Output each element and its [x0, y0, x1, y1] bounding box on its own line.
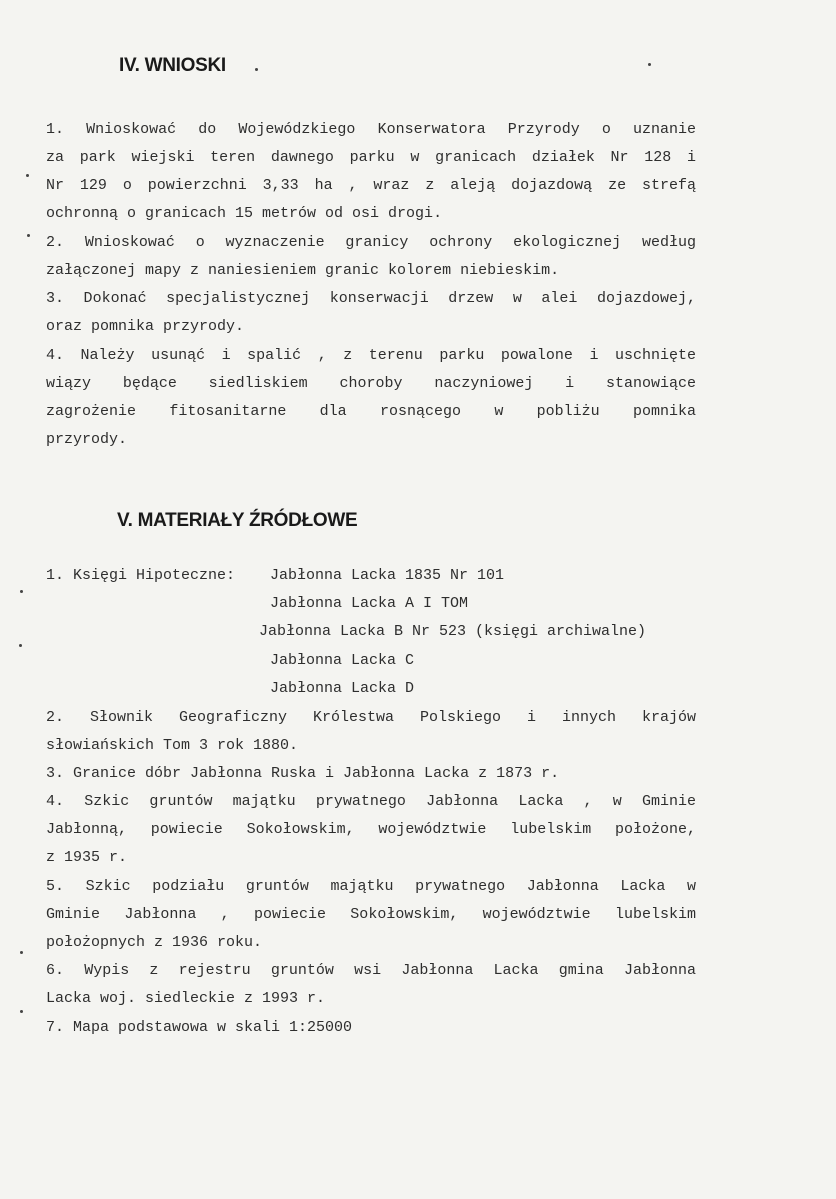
source-entry: Jabłonna Lacka D	[270, 680, 415, 697]
text-line: 2. Wnioskować o wyznaczenie granicy ochrony ekologicznej według	[46, 234, 696, 251]
section-heading-materialy-zrodlowe: V. MATERIAŁY ŹRÓDŁOWE	[117, 510, 358, 531]
scan-speck	[19, 644, 22, 647]
source-entry: Jabłonna Lacka C	[270, 652, 415, 669]
scan-speck	[26, 174, 29, 177]
source-entry: Jabłonna Lacka 1835 Nr 101	[270, 567, 505, 584]
text-line: Jabłonną, powiecie Sokołowskim, województwie lubelskim położone,	[46, 821, 696, 838]
text-line: słowiańskich Tom 3 rok 1880.	[46, 737, 299, 754]
text-line: Lacka woj. siedleckie z 1993 r.	[46, 990, 326, 1007]
section-heading-wnioski: IV. WNIOSKI	[119, 55, 226, 76]
text-line: oraz pomnika przyrody.	[46, 318, 245, 335]
text-line: załączonej mapy z naniesieniem granic kolorem niebieskim.	[46, 262, 560, 279]
text-line: za park wiejski teren dawnego parku w granicach działek Nr 128 i	[46, 149, 696, 166]
text-line: 7. Mapa podstawowa w skali 1:25000	[46, 1019, 353, 1036]
scan-speck	[20, 590, 23, 593]
source-item-label: 1. Księgi Hipoteczne:	[46, 567, 236, 584]
scan-speck	[20, 951, 23, 954]
text-line: z 1935 r.	[46, 849, 128, 866]
text-line: 6. Wypis z rejestru gruntów wsi Jabłonna Lacka gmina Jabłonna	[46, 962, 696, 979]
scan-speck	[20, 1010, 23, 1013]
text-line: ochronną o granicach 15 metrów od osi drogi.	[46, 205, 443, 222]
text-line: 4. Szkic gruntów majątku prywatnego Jabłonna Lacka , w Gminie	[46, 793, 696, 810]
text-line: 3. Granice dóbr Jabłonna Ruska i Jabłonna Lacka z 1873 r.	[46, 765, 560, 782]
text-line: 1. Wnioskować do Wojewódzkiego Konserwatora Przyrody o uznanie	[46, 121, 696, 138]
source-entry: Jabłonna Lacka B Nr 523 (księgi archiwalne)	[259, 623, 647, 640]
text-line: zagrożenie fitosanitarne dla rosnącego w pobliżu pomnika	[46, 403, 696, 420]
text-line: 4. Należy usunąć i spalić , z terenu parku powalone i uschnięte	[46, 347, 696, 364]
text-line: położopnych z 1936 roku.	[46, 934, 263, 951]
text-line: 5. Szkic podziału gruntów majątku prywatnego Jabłonna Lacka w	[46, 878, 696, 895]
scan-speck	[27, 234, 30, 237]
scan-speck	[648, 63, 651, 66]
text-line: przyrody.	[46, 431, 128, 448]
scan-speck	[255, 68, 258, 71]
source-entry: Jabłonna Lacka A I TOM	[270, 595, 469, 612]
text-line: wiązy będące siedliskiem choroby naczyniowej i stanowiące	[46, 375, 696, 392]
text-line: 2. Słownik Geograficzny Królestwa Polskiego i innych krajów	[46, 709, 696, 726]
text-line: Nr 129 o powierzchni 3,33 ha , wraz z aleją dojazdową ze strefą	[46, 177, 696, 194]
text-line: 3. Dokonać specjalistycznej konserwacji drzew w alei dojazdowej,	[46, 290, 696, 307]
text-line: Gminie Jabłonna , powiecie Sokołowskim, województwie lubelskim	[46, 906, 696, 923]
